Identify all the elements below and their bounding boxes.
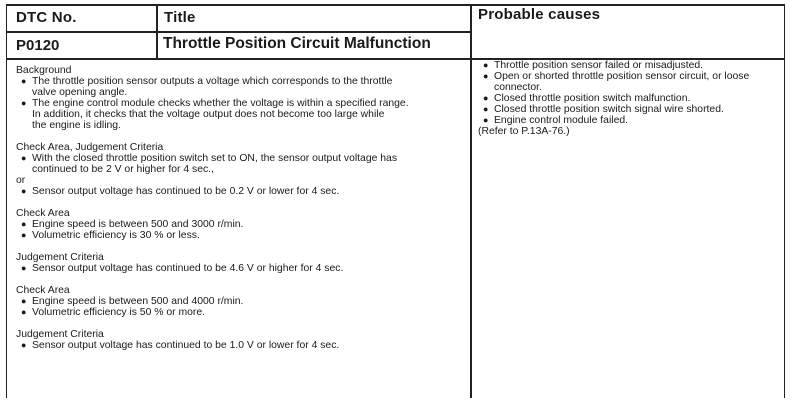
dtc-number-header: DTC No. [16,9,77,26]
bullet-icon: ● [21,296,27,306]
list-item: ● Volumetric efficiency is 50 % or more. [21,307,206,318]
bullet-icon: ● [483,115,489,125]
probable-causes-list [478,60,778,137]
reference-text: (Refer to P.13A-76.) [478,126,570,137]
column-divider-causes [470,4,472,398]
title-header: Title [164,9,196,26]
bullet-icon: ● [21,263,27,273]
judgement-criteria-heading: Judgement Criteria [16,252,104,263]
background-heading: Background [16,65,72,76]
bullet-icon: ● [21,340,27,350]
bullet-icon: ● [21,153,27,163]
dtc-document [6,4,785,398]
bullet-icon: ● [21,219,27,229]
dtc-title: Throttle Position Circuit Malfunction [163,35,431,52]
bullet-icon: ● [483,71,489,81]
list-item: ● Sensor output voltage has continued to be 4.6 V or higher for 4 sec. [21,263,344,274]
or-text: or [16,175,26,186]
list-item: ● Volumetric efficiency is 30 % or less. [21,230,200,241]
list-item: ● The throttle position sensor outputs a voltage which corresponds to the throttle valve opening angle. [21,76,393,98]
list-item: ● Engine control module failed. [483,115,629,126]
bullet-icon: ● [483,93,489,103]
list-item: ● Open or shorted throttle position sensor circuit, or loose connector. [483,71,750,93]
list-item: ● Sensor output voltage has continued to be 0.2 V or lower for 4 sec. [21,186,340,197]
check-area-heading: Check Area [16,285,70,296]
bullet-icon: ● [21,76,27,86]
list-item: ● Throttle position sensor failed or misadjusted. [483,60,704,71]
list-item: ● The engine control module checks whether the voltage is within a specified range. In addition, it checks that the voltage output does not become too large while the engine is idling. [21,98,409,131]
header-divider [6,31,471,33]
column-divider-title [156,4,158,58]
list-item: ● Closed throttle position switch malfunction. [483,93,691,104]
description-column [16,65,466,351]
list-item: ● With the closed throttle position switch set to ON, the sensor output voltage has continued to be 2 V or higher for 4 sec., [21,153,398,175]
bullet-icon: ● [483,104,489,114]
bullet-icon: ● [483,60,489,70]
probable-causes-header: Probable causes [478,6,601,23]
list-item: ● Engine speed is between 500 and 4000 r/min. [21,296,244,307]
bullet-icon: ● [21,98,27,108]
check-area-heading: Check Area [16,208,70,219]
bullet-icon: ● [21,230,27,240]
dtc-code: P0120 [16,37,60,54]
judgement-criteria-heading: Judgement Criteria [16,329,104,340]
bullet-icon: ● [21,307,27,317]
list-item: ● Engine speed is between 500 and 3000 r/min. [21,219,244,230]
list-item: ● Closed throttle position switch signal wire shorted. [483,104,724,115]
check-area-judgement-heading: Check Area, Judgement Criteria [16,142,164,153]
bullet-icon: ● [21,186,27,196]
list-item: ● Sensor output voltage has continued to be 1.0 V or lower for 4 sec. [21,340,340,351]
